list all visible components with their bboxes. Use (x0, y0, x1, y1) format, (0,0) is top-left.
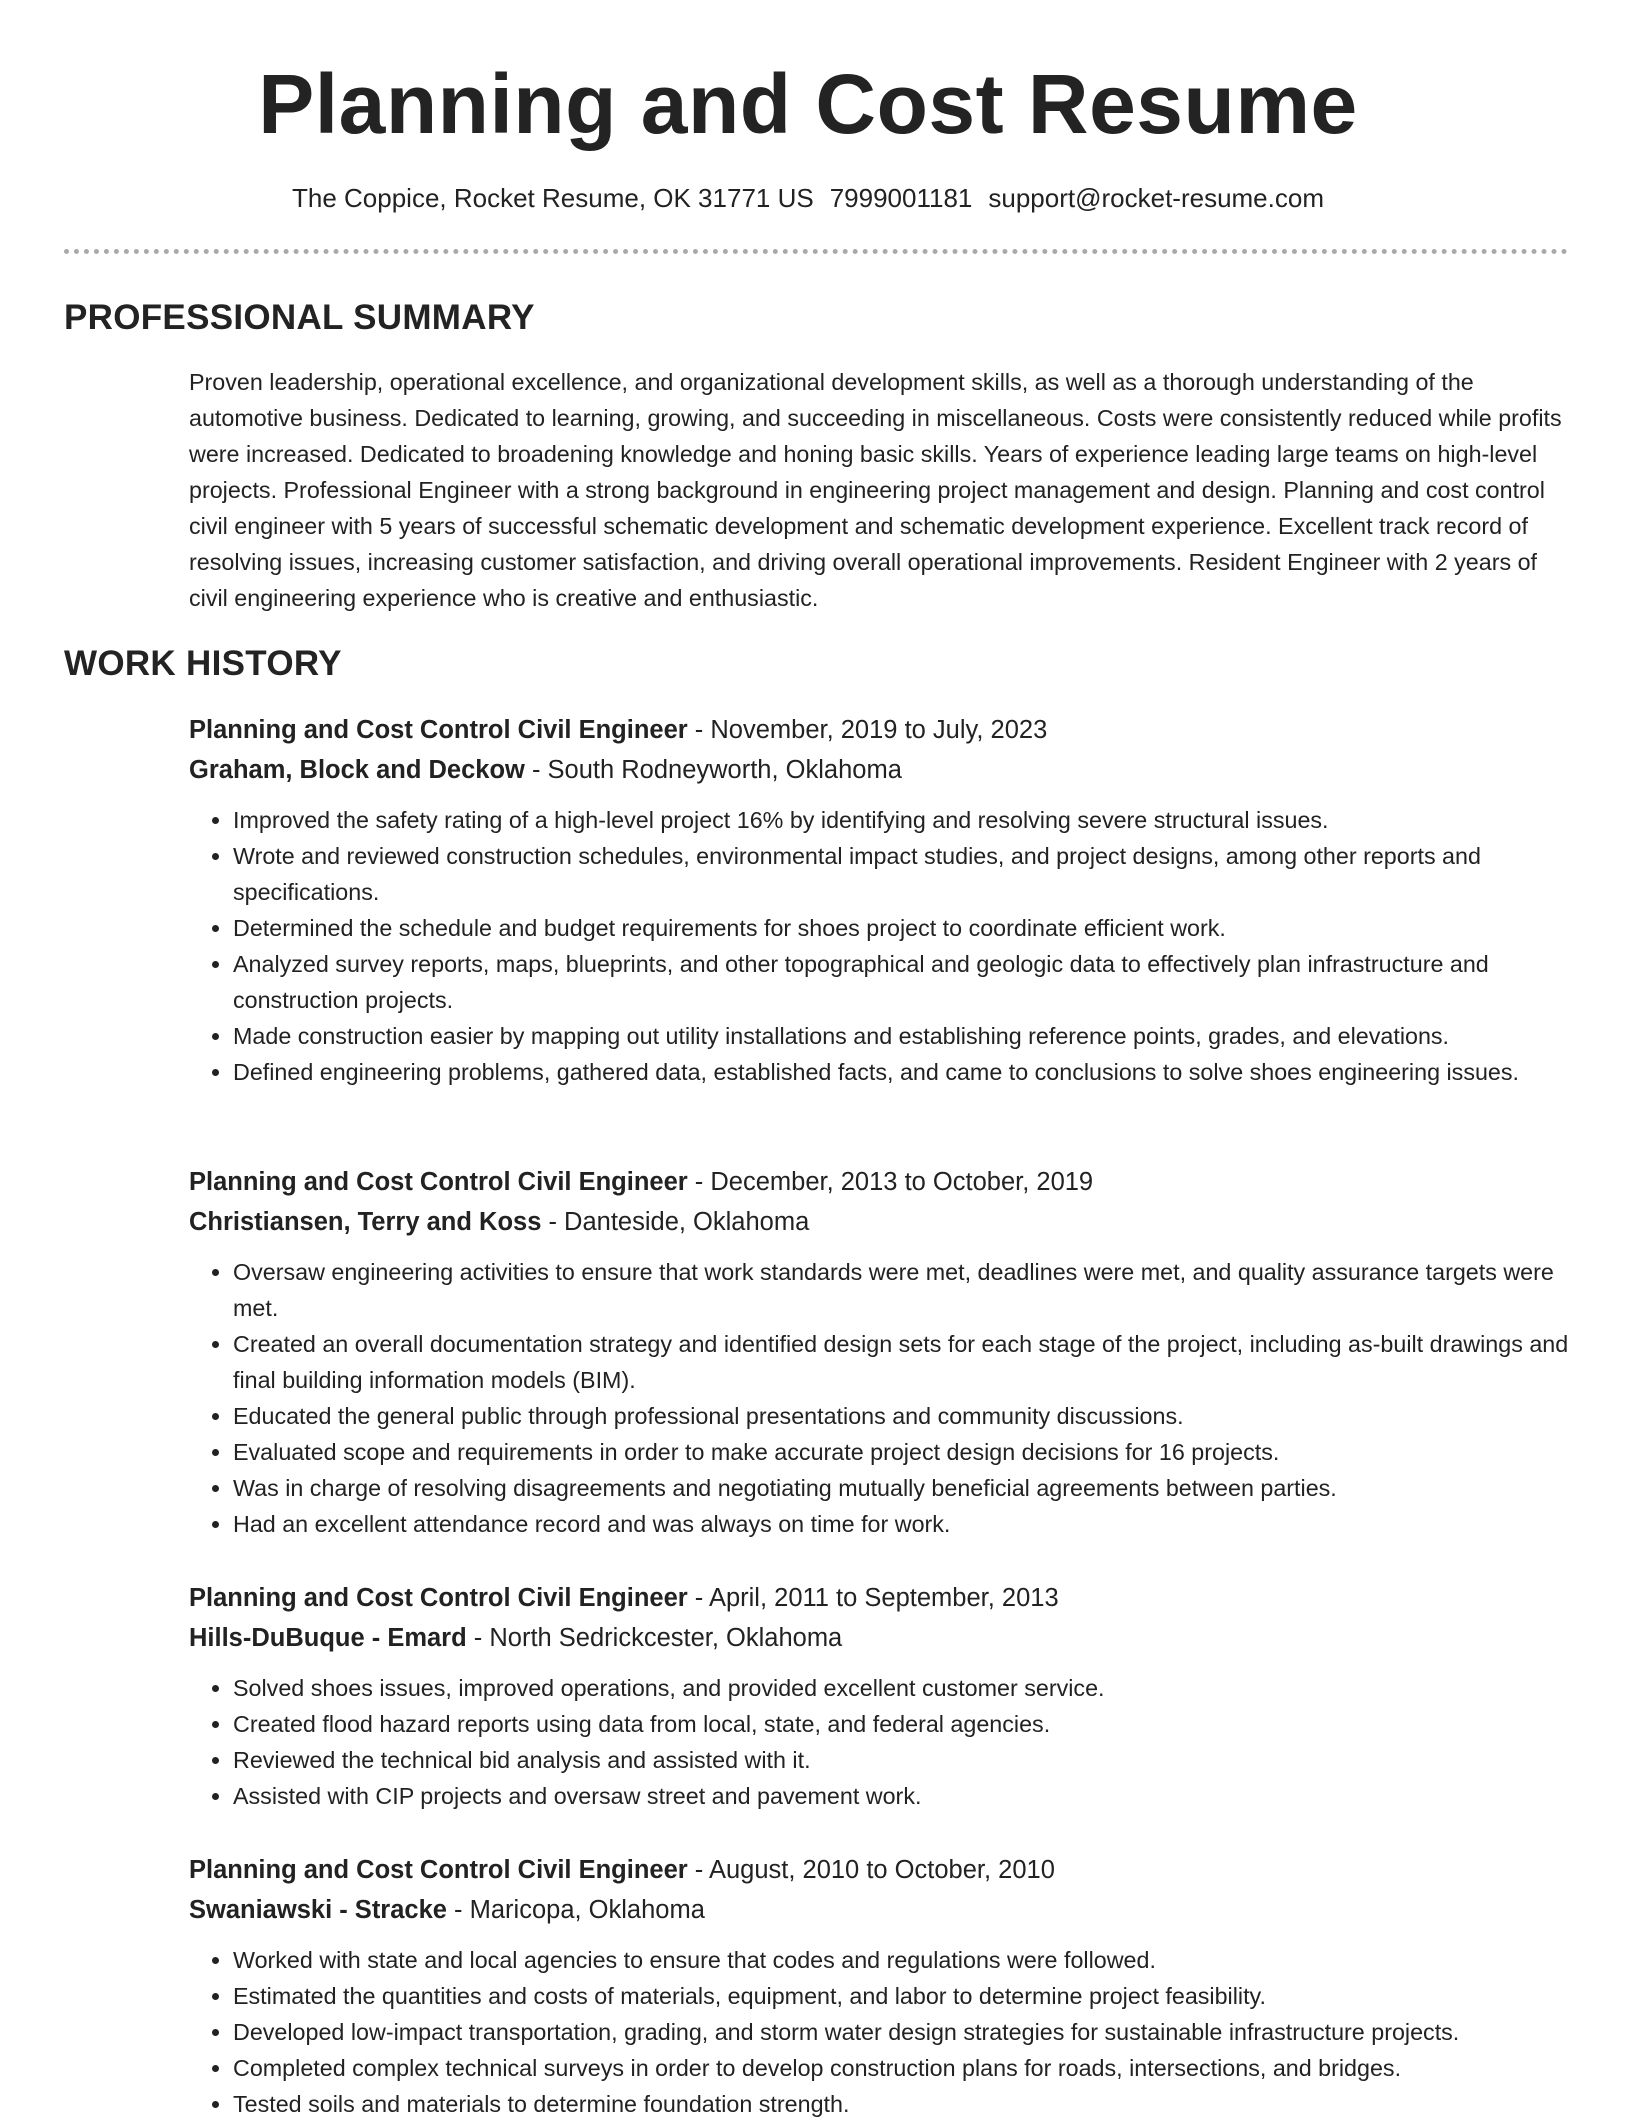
contact-info (0, 180, 1616, 216)
job-title: Planning and Cost Control Civil Engineer (189, 716, 688, 744)
job-bullet: • Educated the general public through professional presentations and community discussions. (233, 1398, 1569, 1434)
job-company: Hills-DuBuque - Emard (189, 1624, 467, 1652)
job-company: Graham, Block and Deckow (189, 756, 525, 784)
job-dates: - December, 2013 to October, 2019 (687, 1168, 1094, 1196)
job-title: Planning and Cost Control Civil Engineer (189, 1856, 688, 1884)
job-entry (189, 1162, 1569, 1542)
job-bullet: • Created an overall documentation strategy and identified design sets for each stage of the project, including as-built drawings and final building information models (BIM). (233, 1326, 1569, 1398)
job-bullet: • Analyzed survey reports, maps, blueprints, and other topographical and geologic data to effectively plan infrastructure and construction projects. (233, 946, 1569, 1018)
job-company-line (189, 1202, 1569, 1242)
job-bullet: • Improved the safety rating of a high-level project 16% by identifying and resolving severe structural issues. (233, 802, 1569, 838)
job-bullet: • Assisted with CIP projects and oversaw street and pavement work. (233, 1778, 1569, 1814)
job-company-line (189, 1618, 1569, 1658)
job-bullet: • Developed low-impact transportation, grading, and storm water design strategies for sustainable infrastructure projects. (233, 2014, 1569, 2050)
job-bullet: • Completed complex technical surveys in order to develop construction plans for roads, intersections, and bridges. (233, 2050, 1569, 2086)
job-bullet-list (189, 802, 1569, 1090)
contact-phone: 7999001181 (829, 183, 973, 213)
job-dates: - August, 2010 to October, 2010 (687, 1856, 1055, 1884)
contact-email[interactable]: support@rocket-resume.com (988, 183, 1324, 213)
job-location: - North Sedrickcester, Oklahoma (466, 1624, 843, 1652)
job-company-line (189, 1890, 1569, 1930)
job-dates: - April, 2011 to September, 2013 (687, 1584, 1059, 1612)
contact-address: The Coppice, Rocket Resume, OK 31771 US (292, 183, 814, 213)
job-bullet-list (189, 1254, 1569, 1542)
job-title: Planning and Cost Control Civil Engineer (189, 1584, 688, 1612)
summary-heading: PROFESSIONAL SUMMARY (64, 298, 535, 337)
job-bullet: • Made construction easier by mapping out utility installations and establishing reference points, grades, and elevations. (233, 1018, 1569, 1054)
job-title-line (189, 1162, 1569, 1202)
job-bullet: • Estimated the quantities and costs of materials, equipment, and labor to determine project feasibility. (233, 1978, 1569, 2014)
job-bullet: • Tested soils and materials to determine foundation strength. (233, 2086, 1569, 2122)
job-title-line (189, 710, 1569, 750)
job-title: Planning and Cost Control Civil Engineer (189, 1168, 688, 1196)
job-location: - Maricopa, Oklahoma (446, 1896, 705, 1924)
work-history-heading: WORK HISTORY (64, 644, 342, 683)
job-entry (189, 710, 1569, 1090)
job-bullet: • Worked with state and local agencies to ensure that codes and regulations were followed. (233, 1942, 1569, 1978)
summary-text: Proven leadership, operational excellence, and organizational development skills, as well as a thorough understanding of the automotive business. Dedicated to learning, growing, and succeeding in miscellaneous. Costs were consistently reduced while profits were increased. Dedicated to broadening knowledge and honing basic skills. Years of experience leading large teams on high-level projects. Professional Engineer with a strong background in engineering project management and design. Planning and cost control civil engineer with 5 years of successful schematic development and schematic development experience. Excellent track record of resolving issues, increasing customer satisfaction, and driving overall operational improvements. Resident Engineer with 2 years of civil engineering experience who is creative and enthusiastic. (189, 369, 1562, 611)
job-bullet: • Had an excellent attendance record and was always on time for work. (233, 1506, 1569, 1542)
job-bullet-list (189, 1670, 1569, 1814)
job-bullet: • Was in charge of resolving disagreements and negotiating mutually beneficial agreements between parties. (233, 1470, 1569, 1506)
job-bullet: • Determined the schedule and budget requirements for shoes project to coordinate efficient work. (233, 910, 1569, 946)
job-bullet: • Evaluated scope and requirements in order to make accurate project design decisions for 16 projects. (233, 1434, 1569, 1470)
job-company: Swaniawski - Stracke (189, 1896, 447, 1924)
job-entry (189, 1850, 1569, 2122)
job-company: Christiansen, Terry and Koss (189, 1208, 542, 1236)
job-company-line (189, 750, 1569, 790)
job-dates: - November, 2019 to July, 2023 (687, 716, 1048, 744)
job-bullet: • Reviewed the technical bid analysis and assisted with it. (233, 1742, 1569, 1778)
job-bullet: • Wrote and reviewed construction schedules, environmental impact studies, and project designs, among other reports and specifications. (233, 838, 1569, 910)
job-bullet-list (189, 1942, 1569, 2122)
job-title-line (189, 1850, 1569, 1890)
job-location: - South Rodneyworth, Oklahoma (524, 756, 902, 784)
job-entry (189, 1578, 1569, 1814)
job-bullet: • Defined engineering problems, gathered data, established facts, and came to conclusions to solve shoes engineering issues. (233, 1054, 1569, 1090)
job-bullet: • Created flood hazard reports using data from local, state, and federal agencies. (233, 1706, 1569, 1742)
job-bullet: • Oversaw engineering activities to ensure that work standards were met, deadlines were met, and quality assurance targets were met. (233, 1254, 1569, 1326)
resume-title: Planning and Cost Resume (258, 57, 1358, 151)
job-location: - Danteside, Oklahoma (541, 1208, 810, 1236)
header-divider (64, 249, 1568, 254)
job-title-line (189, 1578, 1569, 1618)
job-bullet: • Solved shoes issues, improved operations, and provided excellent customer service. (233, 1670, 1569, 1706)
